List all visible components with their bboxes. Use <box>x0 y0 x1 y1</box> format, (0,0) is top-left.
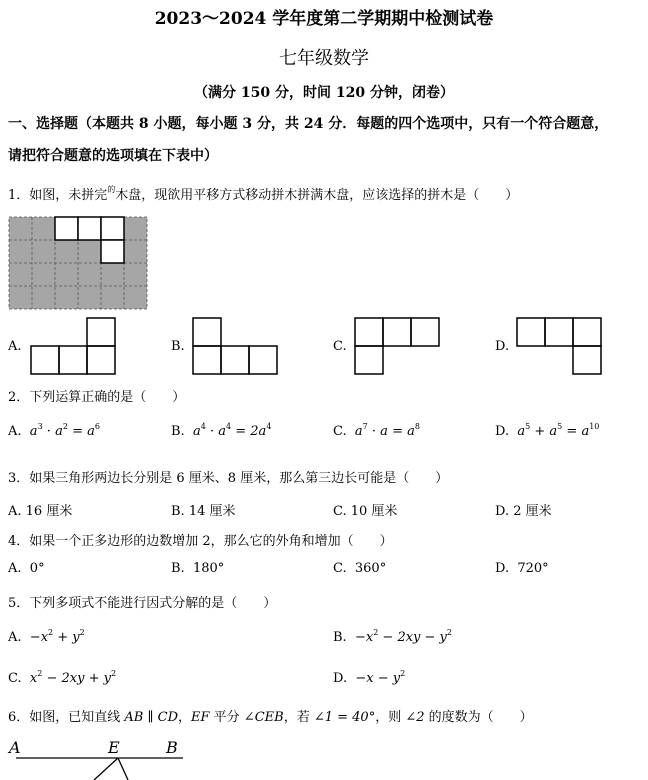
section-heading-line2: 请把符合题意的选项填在下表中） <box>8 148 218 164</box>
question-6-text: 6．如图，已知直线 AB ∥ CD，EF 平分 ∠CEB，若 ∠1 = 40°，则 ∠2 的度数为（ ） <box>8 710 533 725</box>
q2-option-b[interactable]: B. $a^4 \cdot a^4 = 2a^4$ <box>171 422 272 439</box>
q3-option-c[interactable]: C. 10 厘米 <box>333 504 398 519</box>
q6-parallel-lines-figure <box>8 750 188 780</box>
question-5-text: 5．下列多项式不能进行因式分解的是（ ） <box>8 596 277 611</box>
q1-option-c-label[interactable]: C. <box>333 339 347 354</box>
q4-option-d[interactable]: D. 720° <box>495 561 549 576</box>
q5-option-b[interactable]: B. $-x^2 - 2xy - y^2$ <box>333 628 452 645</box>
q4-option-b[interactable]: B. 180° <box>171 561 225 576</box>
exam-title: 2023～2024 学年度第二学期期中检测试卷 <box>154 9 494 29</box>
question-4-text: 4．如果一个正多边形的边数增加 2，那么它的外角和增加（ ） <box>8 534 393 549</box>
q1-option-c-figure <box>355 318 439 374</box>
q2-option-a[interactable]: A. $a^3 \cdot a^2 = a^6$ <box>8 422 100 439</box>
q6-label-e: E <box>108 738 120 757</box>
q6-label-a: A <box>9 738 21 757</box>
q3-option-a[interactable]: A. 16 厘米 <box>8 504 73 519</box>
q3-option-b[interactable]: B. 14 厘米 <box>171 504 236 519</box>
question-1-text: 1．如图，未拼完$^的$木盘，现欲用平移方式移动拼木拼满木盘，应该选择的拼木是（ ） <box>8 185 519 203</box>
q1-option-d-label[interactable]: D. <box>495 339 510 354</box>
section-heading-line1: 一、选择题（本题共 8 小题，每小题 3 分，共 24 分．每题的四个选项中，只有一个符合题意， <box>8 116 609 132</box>
q1-option-d-figure <box>517 318 601 374</box>
q4-option-c[interactable]: C. 360° <box>333 561 387 576</box>
q6-label-b: B <box>166 738 178 757</box>
q5-option-d[interactable]: D. $-x - y^2$ <box>333 669 406 686</box>
q2-option-c[interactable]: C. $a^7 \cdot a = a^8$ <box>333 422 420 439</box>
exam-subtitle: 七年级数学 <box>279 48 369 69</box>
q1-option-b-label[interactable]: B. <box>171 339 185 354</box>
q1-option-a-label[interactable]: A. <box>8 339 22 354</box>
question-3-text: 3．如果三角形两边长分别是 6 厘米、8 厘米，那么第三边长可能是（ ） <box>8 471 449 486</box>
question-2-text: 2．下列运算正确的是（ ） <box>8 390 186 405</box>
q5-option-c[interactable]: C. $x^2 - 2xy + y^2$ <box>8 669 117 686</box>
q3-option-d[interactable]: D. 2 厘米 <box>495 504 552 519</box>
q4-option-a[interactable]: A. 0° <box>8 561 45 576</box>
q5-option-a[interactable]: A. $-x^2 + y^2$ <box>8 628 85 645</box>
q1-board-figure <box>9 217 147 309</box>
q1-option-b-figure <box>193 318 277 374</box>
exam-note: （满分 150 分，时间 120 分钟，闭卷） <box>194 85 454 101</box>
q1-option-a-figure <box>31 318 115 374</box>
q2-option-d[interactable]: D. $a^5 + a^5 = a^{10}$ <box>495 422 600 439</box>
